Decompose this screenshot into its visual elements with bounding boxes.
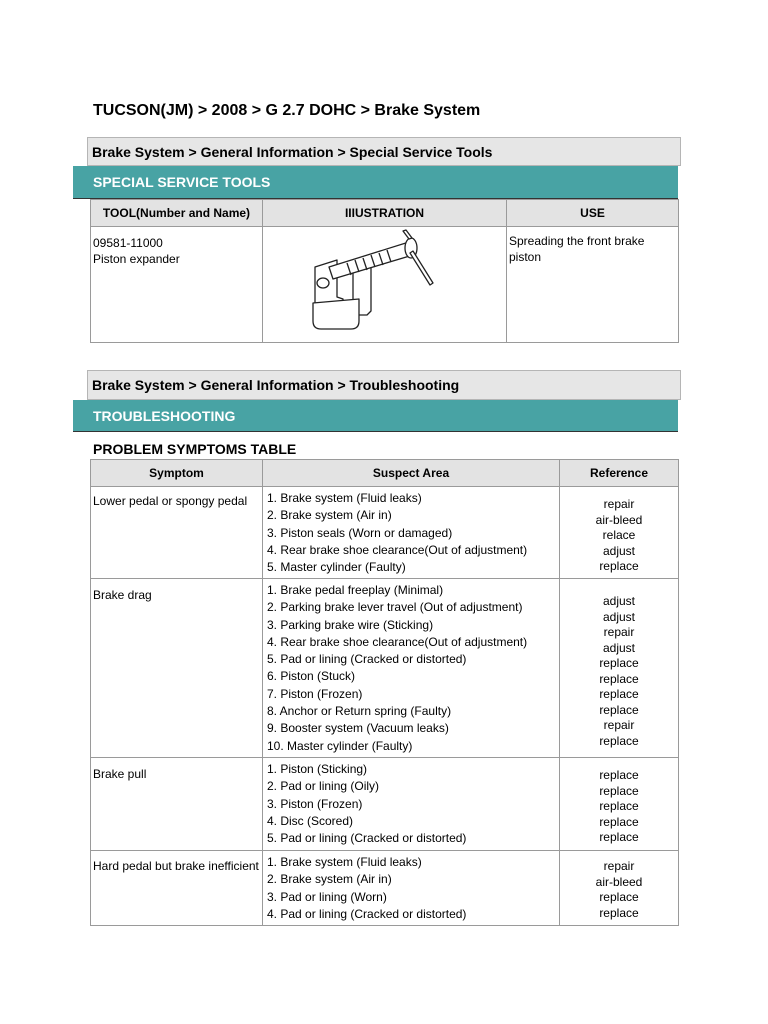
tools-banner: SPECIAL SERVICE TOOLS xyxy=(73,166,678,199)
illustration-cell xyxy=(263,227,507,343)
troubleshooting-breadcrumb[interactable]: Brake System > General Information > Troubleshooting xyxy=(87,370,681,400)
use-cell xyxy=(507,227,679,343)
suspect-list xyxy=(263,758,559,847)
suspect-item: 2. Parking brake lever travel (Out of adjustment) xyxy=(267,600,523,615)
suspect-item: 4. Pad or lining (Cracked or distorted) xyxy=(267,906,467,921)
reference-list xyxy=(560,579,678,749)
symptoms-header-row xyxy=(91,460,679,487)
suspect-item: 1. Brake system (Fluid leaks) xyxy=(267,491,422,505)
symptom-cell: Brake drag xyxy=(93,588,152,602)
reference-item: adjust xyxy=(602,640,636,655)
suspect-item: 1. Brake pedal freeplay (Minimal) xyxy=(267,583,444,597)
symptom-cell: Hard pedal but brake inefficient xyxy=(93,859,259,873)
symptom-cell: Brake pull xyxy=(93,767,147,781)
suspect-item: 1. Piston (Sticking) xyxy=(267,762,368,776)
suspect-list xyxy=(263,579,559,755)
reference-item: air-bleed xyxy=(595,874,643,889)
reference-item: replace xyxy=(599,733,639,748)
suspect-item: 4. Disc (Scored) xyxy=(267,813,354,828)
reference-item: replace xyxy=(599,799,639,813)
col-symptom: Symptom xyxy=(91,460,263,487)
table-row xyxy=(91,487,679,579)
symptom-cell: Lower pedal or spongy pedal xyxy=(93,494,248,508)
reference-item: replace xyxy=(599,656,639,670)
reference-item: adjust xyxy=(602,543,636,558)
suspect-item: 4. Rear brake shoe clearance(Out of adjustment) xyxy=(267,542,528,557)
reference-list xyxy=(560,758,678,846)
suspect-item: 3. Parking brake wire (Sticking) xyxy=(267,617,434,632)
tool-number: 09581-11000 xyxy=(93,236,163,250)
suspect-item: 2. Brake system (Air in) xyxy=(267,508,392,523)
suspect-item: 10. Master cylinder (Faulty) xyxy=(267,738,413,753)
tools-breadcrumb[interactable]: Brake System > General Information > Special Service Tools xyxy=(87,137,681,166)
suspect-item: 8. Anchor or Return spring (Faulty) xyxy=(267,704,452,719)
table-row xyxy=(91,851,679,926)
suspect-item: 5. Pad or lining (Cracked or distorted) xyxy=(267,652,467,667)
reference-list xyxy=(560,851,678,921)
troubleshooting-banner: TROUBLESHOOTING xyxy=(73,400,678,432)
suspect-item: 2. Brake system (Air in) xyxy=(267,872,392,887)
reference-item: adjust xyxy=(602,594,636,608)
reference-item: replace xyxy=(599,687,639,701)
tool-cell xyxy=(91,227,263,343)
reference-item: replace xyxy=(599,905,639,920)
table-row xyxy=(91,579,679,758)
col-illustration: IIIUSTRATION xyxy=(263,200,507,227)
suspect-list xyxy=(263,851,559,923)
tool-name: Piston expander xyxy=(93,252,180,266)
tools-table xyxy=(90,199,679,343)
reference-item: repair xyxy=(603,625,635,639)
reference-item: adjust xyxy=(602,609,636,624)
reference-item: replace xyxy=(599,702,639,717)
reference-item: replace xyxy=(599,890,639,904)
reference-item: repair xyxy=(603,497,635,511)
piston-expander-illustration xyxy=(263,227,507,337)
reference-list xyxy=(560,487,678,575)
suspect-item: 3. Pad or lining (Worn) xyxy=(267,889,387,904)
col-tool: TOOL(Number and Name) xyxy=(91,200,263,227)
suspect-item: 5. Master cylinder (Faulty) xyxy=(267,560,406,575)
reference-item: repair xyxy=(603,859,635,873)
suspect-item: 3. Piston seals (Worn or damaged) xyxy=(267,525,453,540)
col-suspect-area: Suspect Area xyxy=(263,460,560,487)
suspect-item: 1. Brake system (Fluid leaks) xyxy=(267,855,422,869)
col-reference: Reference xyxy=(560,460,679,487)
problem-symptoms-title: PROBLEM SYMPTOMS TABLE xyxy=(93,441,297,457)
table-row xyxy=(91,227,679,343)
reference-item: replace xyxy=(599,783,639,798)
suspect-item: 4. Rear brake shoe clearance(Out of adjustment) xyxy=(267,634,528,649)
reference-item: replace xyxy=(599,671,639,686)
reference-item: replace xyxy=(599,559,639,573)
page-title: TUCSON(JM) > 2008 > G 2.7 DOHC > Brake System xyxy=(93,102,481,119)
reference-item: relace xyxy=(602,528,636,542)
tool-use: Spreading the front brake piston xyxy=(509,234,645,264)
table-row xyxy=(91,758,679,851)
reference-item: replace xyxy=(599,830,639,844)
reference-item: air-bleed xyxy=(595,512,643,527)
reference-item: replace xyxy=(599,768,639,782)
suspect-item: 9. Booster system (Vacuum leaks) xyxy=(267,721,449,736)
suspect-item: 6. Piston (Stuck) xyxy=(267,669,356,684)
suspect-item: 3. Piston (Frozen) xyxy=(267,796,363,811)
suspect-item: 2. Pad or lining (Oily) xyxy=(267,779,380,794)
col-use: USE xyxy=(507,200,679,227)
suspect-item: 7. Piston (Frozen) xyxy=(267,686,363,701)
reference-item: repair xyxy=(603,718,635,732)
suspect-item: 5. Pad or lining (Cracked or distorted) xyxy=(267,831,467,846)
symptoms-table xyxy=(90,459,679,926)
reference-item: replace xyxy=(599,814,639,829)
suspect-list xyxy=(263,487,559,576)
tools-header-row xyxy=(91,200,679,227)
